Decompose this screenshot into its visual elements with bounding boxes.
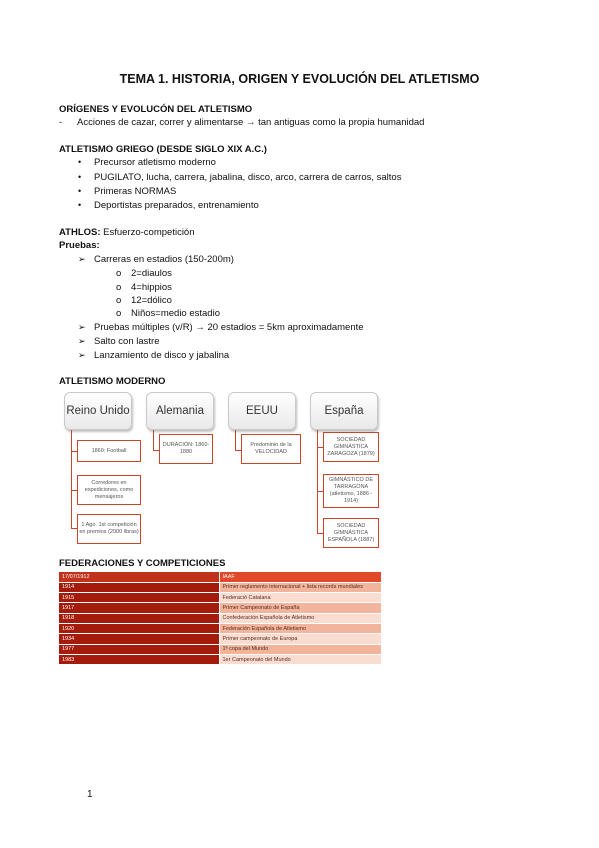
sub-list-item: 4=hippios xyxy=(131,282,172,293)
list-item: Primeras NORMAS xyxy=(94,186,177,197)
athlos-label: ATHLOS: xyxy=(59,227,101,238)
table-cell-event: 1er Campeonato del Mundo xyxy=(219,654,381,664)
table-row xyxy=(59,644,381,654)
table-row xyxy=(59,654,381,664)
table-cell-year: 1915 xyxy=(59,593,219,603)
table-cell-year: 17/07/1912 xyxy=(59,572,219,582)
table-cell-year: 1917 xyxy=(59,603,219,613)
table-cell-event: Confederación Española de Atletismo xyxy=(219,613,381,623)
bullet-icon: • xyxy=(78,157,82,167)
circle-bullet-icon: o xyxy=(116,295,122,306)
list-item: PUGILATO, lucha, carrera, jabalina, disco, arco, carrera de carros, saltos xyxy=(94,172,402,183)
arrow-bullet-icon: ➢ xyxy=(78,350,86,360)
bullet-icon: • xyxy=(78,186,82,196)
page-number: 1 xyxy=(87,789,93,800)
moderno-heading: ATLETISMO MODERNO xyxy=(59,376,166,387)
sub-box: SOCIEDAD GIMNÁSTICA ESPAÑOLA (1887) xyxy=(323,518,379,548)
table-cell-event: IAAF xyxy=(219,572,381,582)
origenes-dash: - xyxy=(59,117,63,128)
table-row xyxy=(59,593,381,603)
table-cell-year: 1914 xyxy=(59,582,219,592)
origenes-heading: ORÍGENES Y EVOLUCÓN DEL ATLETISMO xyxy=(59,104,253,115)
sub-box: DURACIÓN: 1860-1880 xyxy=(159,434,213,464)
circle-bullet-icon: o xyxy=(116,268,122,279)
table-cell-event: Primer campeonato de Europa xyxy=(219,634,381,644)
athlos-text: Esfuerzo-competición xyxy=(103,227,195,238)
griego-heading: ATLETISMO GRIEGO (DESDE SIGLO XIX A.C.) xyxy=(59,144,267,155)
table-row xyxy=(59,582,381,592)
sub-box: 1 Ago. 1st competición en premios (2000 libras) xyxy=(77,514,141,544)
connector-line xyxy=(235,430,236,450)
sub-box: GIMNÁSTICO DE TARRAGONA (atletismo, 1886 - 1914) xyxy=(323,474,379,508)
list-item: Carreras en estadios (150-200m) xyxy=(94,254,234,265)
table-cell-year: 1983 xyxy=(59,654,219,664)
connector-line xyxy=(153,430,154,450)
table-row xyxy=(59,634,381,644)
arrow-bullet-icon: ➢ xyxy=(78,336,86,346)
sub-list-item: Niños=medio estadio xyxy=(131,308,220,319)
table-cell-event: Federació Catalana xyxy=(219,593,381,603)
bullet-icon: • xyxy=(78,200,82,210)
country-box-eeuu: EEUU xyxy=(228,392,296,430)
sub-box: 1860: Football xyxy=(77,440,141,462)
list-item: Lanzamiento de disco y jabalina xyxy=(94,350,230,361)
table-cell-event: Primer Campeonato de España xyxy=(219,603,381,613)
sub-list-item: 2=diaulos xyxy=(131,268,172,279)
federaciones-table xyxy=(59,572,381,665)
federaciones-heading: FEDERACIONES Y COMPETICIONES xyxy=(59,558,226,569)
table-cell-event: 1ª copa del Mundo xyxy=(219,644,381,654)
table-cell-event: Federación Española de Atletismo xyxy=(219,623,381,633)
bullet-icon: • xyxy=(78,172,82,182)
circle-bullet-icon: o xyxy=(116,282,122,293)
table-cell-year: 1977 xyxy=(59,644,219,654)
list-item: Precursor atletismo moderno xyxy=(94,157,216,168)
list-item: Deportistas preparados, entrenamiento xyxy=(94,200,259,211)
list-item: Pruebas múltiples (v/R) → 20 estadios = 5km aproximadamente xyxy=(94,322,364,333)
table-row xyxy=(59,623,381,633)
pruebas-label: Pruebas: xyxy=(59,240,100,251)
connector-line xyxy=(317,430,318,533)
table-cell-year: 1920 xyxy=(59,623,219,633)
sub-list-item: 12=dólico xyxy=(131,295,172,306)
table-row xyxy=(59,572,381,582)
connector-line xyxy=(71,430,72,528)
table-cell-year: 1918 xyxy=(59,613,219,623)
sub-box: Predominio de la VELOCIDAD xyxy=(241,434,301,464)
arrow-bullet-icon: ➢ xyxy=(78,322,86,332)
origenes-text: Acciones de cazar, correr y alimentarse → tan antiguas como la propia humanidad xyxy=(77,117,425,128)
country-box-alemania: Alemania xyxy=(146,392,214,430)
arrow-bullet-icon: ➢ xyxy=(78,254,86,264)
sub-box: Corredores en expediciones, como mensajeros xyxy=(77,475,141,505)
page-title: TEMA 1. HISTORIA, ORIGEN Y EVOLUCIÓN DEL ATLETISMO xyxy=(119,72,480,86)
table-row xyxy=(59,603,381,613)
country-box-espana: España xyxy=(310,392,378,430)
list-item: Salto con lastre xyxy=(94,336,160,347)
athlos-line xyxy=(59,227,195,238)
table-row xyxy=(59,613,381,623)
country-box-reino-unido: Reino Unido xyxy=(64,392,132,430)
table-cell-year: 1934 xyxy=(59,634,219,644)
sub-box: SOCIEDAD GIMNÁSTICA ZARAGOZA (1879) xyxy=(323,432,379,462)
table-cell-event: Primer reglamento internacional + lista records mundiales xyxy=(219,582,381,592)
circle-bullet-icon: o xyxy=(116,308,122,319)
